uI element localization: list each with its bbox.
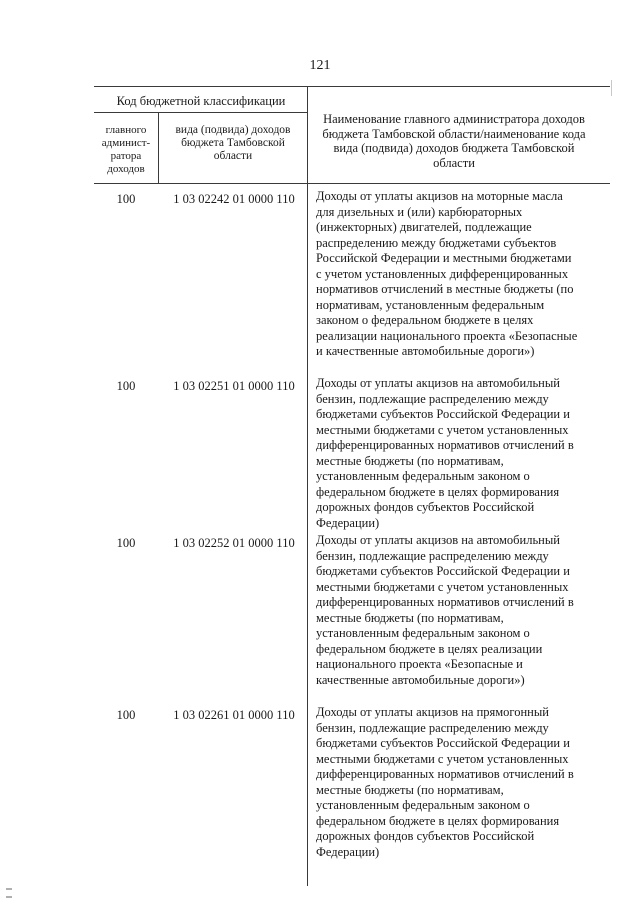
row-2-name: Доходы от уплаты акцизов на автомобильный бензин, подлежащие распределению между бюджетами субъектов Российской Федерации и местными бюджетами с учетом установленных дифференцированных нормативов отчислений в местные бюджеты (по нормативам, установленным федеральным законом о федеральном бюджете в целях формирования дорожных фондов субъектов Российской Федерации) [316,376,574,530]
code-column-header: вида (подвида) доходов бюджета Тамбовской области [175,124,291,162]
admin-column-header: главного админист-ратора доходов [101,124,151,175]
row-4-admin: 100 [116,708,136,722]
row-3-code: 1 03 02252 01 0000 110 [173,536,295,550]
scan-margin-mark [6,888,12,890]
row-4-code: 1 03 02261 01 0000 110 [173,708,295,722]
row-4-name: Доходы от уплаты акцизов на прямогонный бензин, подлежащие распределению между бюджетами субъектов Российской Федерации и местными бюджетами с учетом установленных дифференцированных нормативов отчислений в местные бюджеты (по нормативам, установленным федеральным законом о федеральном бюджете в целях формирования дорожных фондов субъектов Российской Федерации) [316,705,574,859]
name-column-header: Наименование главного администратора доходов бюджета Тамбовской области/наименование кода вида (подвида) доходов бюджета Тамбовской области [322,112,586,170]
column-divider-name [307,86,308,886]
row-1-name: Доходы от уплаты акцизов на моторные масла для дизельных и (или) карбюраторных (инжекторных) двигателей, подлежащие распределению между бюджетами субъектов Российской Федерации и местными бюджетами с учетом установленных дифференцированных нормативов отчислений в местные бюджеты (по нормативам, установленным федеральным законом о федеральном бюджете в целях реализации национального проекта «Безопасные и качественные автомобильные дороги») [316,189,578,358]
row-3-admin: 100 [116,536,136,550]
row-2-code: 1 03 02251 01 0000 110 [173,379,295,393]
row-1-code: 1 03 02242 01 0000 110 [173,192,295,206]
row-1-admin: 100 [116,192,136,206]
kbk-group-header: Код бюджетной классификации [116,94,286,108]
header-group-divider [94,112,308,113]
page-number: 121 [309,58,331,73]
table-top-border [94,86,610,87]
page-right-edge [611,80,612,96]
row-2-admin: 100 [116,379,136,393]
row-3-name: Доходы от уплаты акцизов на автомобильный бензин, подлежащие распределению между бюджетами субъектов Российской Федерации и местными бюджетами с учетом установленных дифференцированных нормативов отчислений в местные бюджеты (по нормативам, установленным федеральным законом о федеральном бюджете в целях реализации национального проекта «Безопасные и качественные автомобильные дороги») [316,533,574,687]
header-bottom-border [94,183,610,184]
header-column-divider-code [158,112,159,184]
scan-margin-mark [6,896,12,898]
